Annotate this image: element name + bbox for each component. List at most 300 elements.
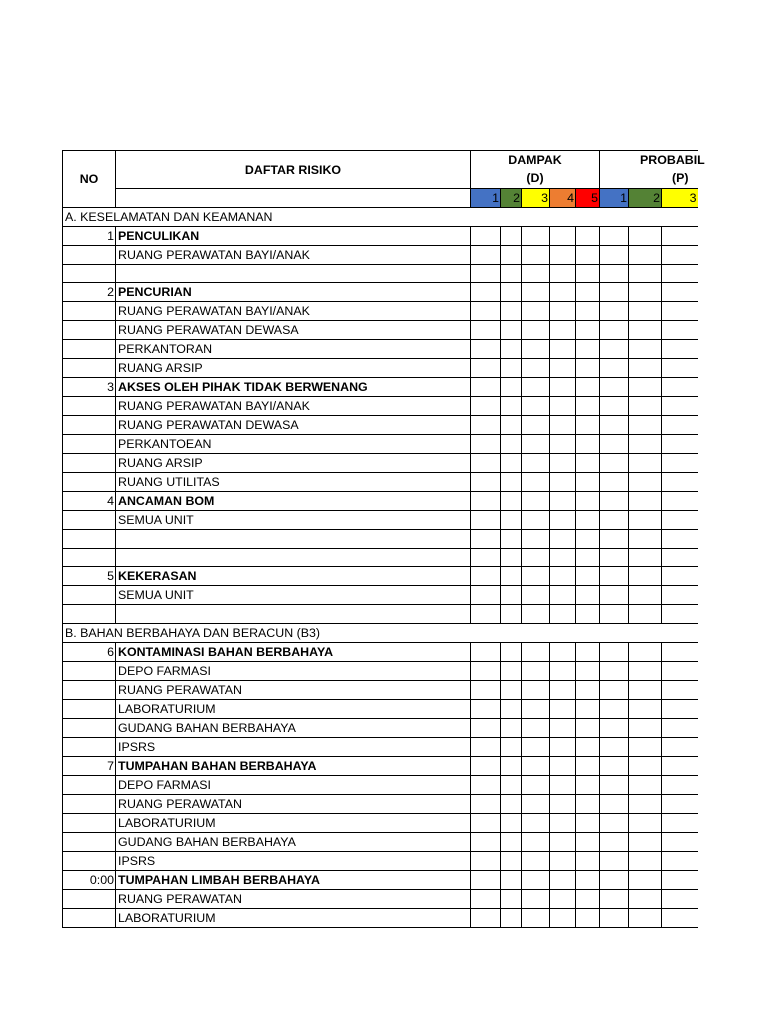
probability-cell-2[interactable] xyxy=(629,775,662,794)
impact-cell-1[interactable] xyxy=(471,756,501,775)
probability-cell-1[interactable] xyxy=(600,908,629,927)
impact-cell-2[interactable] xyxy=(501,416,522,435)
impact-cell-4[interactable] xyxy=(550,397,576,416)
impact-cell-4[interactable] xyxy=(550,511,576,530)
probability-cell-2[interactable] xyxy=(629,661,662,680)
impact-cell-1[interactable] xyxy=(471,813,501,832)
impact-cell-4[interactable] xyxy=(550,302,576,321)
probability-cell-1[interactable] xyxy=(600,605,629,623)
impact-cell-5[interactable] xyxy=(576,718,600,737)
probability-cell-2[interactable] xyxy=(629,454,662,473)
probability-cell-2[interactable] xyxy=(629,530,662,548)
impact-cell-1[interactable] xyxy=(471,680,501,699)
impact-cell-2[interactable] xyxy=(501,870,522,889)
probability-cell-3[interactable] xyxy=(662,283,698,302)
impact-cell-3[interactable] xyxy=(522,265,550,283)
impact-cell-3[interactable] xyxy=(522,283,550,302)
probability-cell-1[interactable] xyxy=(600,530,629,548)
impact-cell-4[interactable] xyxy=(550,492,576,511)
impact-cell-5[interactable] xyxy=(576,756,600,775)
probability-cell-3[interactable] xyxy=(662,454,698,473)
impact-cell-4[interactable] xyxy=(550,642,576,661)
probability-cell-3[interactable] xyxy=(662,511,698,530)
impact-cell-3[interactable] xyxy=(522,435,550,454)
probability-cell-2[interactable] xyxy=(629,283,662,302)
impact-cell-4[interactable] xyxy=(550,586,576,605)
probability-cell-1[interactable] xyxy=(600,775,629,794)
probability-cell-2[interactable] xyxy=(629,756,662,775)
impact-cell-5[interactable] xyxy=(576,492,600,511)
probability-cell-3[interactable] xyxy=(662,530,698,548)
impact-cell-5[interactable] xyxy=(576,775,600,794)
impact-cell-3[interactable] xyxy=(522,813,550,832)
impact-cell-2[interactable] xyxy=(501,832,522,851)
probability-cell-2[interactable] xyxy=(629,567,662,586)
probability-cell-1[interactable] xyxy=(600,642,629,661)
impact-cell-2[interactable] xyxy=(501,492,522,511)
impact-cell-2[interactable] xyxy=(501,851,522,870)
impact-cell-5[interactable] xyxy=(576,416,600,435)
probability-cell-2[interactable] xyxy=(629,492,662,511)
probability-cell-2[interactable] xyxy=(629,435,662,454)
probability-cell-3[interactable] xyxy=(662,473,698,492)
impact-cell-5[interactable] xyxy=(576,870,600,889)
probability-cell-2[interactable] xyxy=(629,359,662,378)
probability-cell-1[interactable] xyxy=(600,283,629,302)
probability-cell-2[interactable] xyxy=(629,265,662,283)
probability-cell-1[interactable] xyxy=(600,246,629,265)
impact-cell-3[interactable] xyxy=(522,473,550,492)
impact-cell-5[interactable] xyxy=(576,321,600,340)
impact-cell-2[interactable] xyxy=(501,775,522,794)
impact-cell-4[interactable] xyxy=(550,737,576,756)
impact-cell-5[interactable] xyxy=(576,586,600,605)
impact-cell-2[interactable] xyxy=(501,908,522,927)
impact-cell-3[interactable] xyxy=(522,492,550,511)
impact-cell-5[interactable] xyxy=(576,302,600,321)
probability-cell-2[interactable] xyxy=(629,851,662,870)
probability-cell-3[interactable] xyxy=(662,359,698,378)
impact-cell-1[interactable] xyxy=(471,302,501,321)
impact-cell-1[interactable] xyxy=(471,889,501,908)
impact-cell-4[interactable] xyxy=(550,340,576,359)
impact-cell-3[interactable] xyxy=(522,605,550,623)
impact-cell-3[interactable] xyxy=(522,397,550,416)
probability-cell-2[interactable] xyxy=(629,889,662,908)
impact-cell-2[interactable] xyxy=(501,302,522,321)
impact-cell-2[interactable] xyxy=(501,737,522,756)
impact-cell-2[interactable] xyxy=(501,567,522,586)
impact-cell-3[interactable] xyxy=(522,302,550,321)
impact-cell-1[interactable] xyxy=(471,265,501,283)
probability-cell-3[interactable] xyxy=(662,265,698,283)
probability-cell-2[interactable] xyxy=(629,870,662,889)
impact-cell-5[interactable] xyxy=(576,889,600,908)
probability-cell-2[interactable] xyxy=(629,340,662,359)
impact-cell-3[interactable] xyxy=(522,359,550,378)
impact-cell-1[interactable] xyxy=(471,567,501,586)
impact-cell-4[interactable] xyxy=(550,794,576,813)
impact-cell-4[interactable] xyxy=(550,775,576,794)
impact-cell-4[interactable] xyxy=(550,227,576,246)
probability-cell-1[interactable] xyxy=(600,227,629,246)
header-no xyxy=(63,151,116,208)
impact-cell-3[interactable] xyxy=(522,889,550,908)
impact-cell-1[interactable] xyxy=(471,737,501,756)
impact-cell-2[interactable] xyxy=(501,586,522,605)
probability-cell-3[interactable] xyxy=(662,832,698,851)
impact-cell-3[interactable] xyxy=(522,832,550,851)
impact-cell-5[interactable] xyxy=(576,699,600,718)
impact-cell-3[interactable] xyxy=(522,756,550,775)
impact-cell-1[interactable] xyxy=(471,870,501,889)
impact-cell-4[interactable] xyxy=(550,359,576,378)
impact-cell-3[interactable] xyxy=(522,851,550,870)
impact-cell-5[interactable] xyxy=(576,378,600,397)
impact-cell-2[interactable] xyxy=(501,548,522,566)
probability-cell-3[interactable] xyxy=(662,737,698,756)
impact-cell-2[interactable] xyxy=(501,680,522,699)
impact-cell-1[interactable] xyxy=(471,397,501,416)
probability-cell-1[interactable] xyxy=(600,851,629,870)
impact-cell-3[interactable] xyxy=(522,454,550,473)
impact-cell-5[interactable] xyxy=(576,680,600,699)
impact-cell-4[interactable] xyxy=(550,908,576,927)
risk-number xyxy=(63,473,116,492)
impact-cell-3[interactable] xyxy=(522,699,550,718)
impact-cell-2[interactable] xyxy=(501,321,522,340)
impact-cell-5[interactable] xyxy=(576,908,600,927)
probability-cell-3[interactable] xyxy=(662,227,698,246)
probability-cell-2[interactable] xyxy=(629,737,662,756)
impact-cell-1[interactable] xyxy=(471,832,501,851)
probability-cell-3[interactable] xyxy=(662,908,698,927)
probability-cell-2[interactable] xyxy=(629,680,662,699)
probability-cell-3[interactable] xyxy=(662,680,698,699)
probability-cell-1[interactable] xyxy=(600,397,629,416)
impact-cell-3[interactable] xyxy=(522,548,550,566)
impact-cell-3[interactable] xyxy=(522,416,550,435)
probability-cell-1[interactable] xyxy=(600,794,629,813)
impact-cell-4[interactable] xyxy=(550,661,576,680)
impact-cell-1[interactable] xyxy=(471,492,501,511)
probability-cell-2[interactable] xyxy=(629,718,662,737)
probability-cell-1[interactable] xyxy=(600,302,629,321)
impact-cell-3[interactable] xyxy=(522,908,550,927)
impact-cell-1[interactable] xyxy=(471,511,501,530)
probability-cell-2[interactable] xyxy=(629,246,662,265)
probability-cell-3[interactable] xyxy=(662,567,698,586)
impact-cell-4[interactable] xyxy=(550,473,576,492)
impact-cell-4[interactable] xyxy=(550,548,576,566)
impact-cell-2[interactable] xyxy=(501,530,522,548)
impact-cell-5[interactable] xyxy=(576,265,600,283)
impact-cell-1[interactable] xyxy=(471,227,501,246)
probability-cell-2[interactable] xyxy=(629,302,662,321)
impact-cell-3[interactable] xyxy=(522,586,550,605)
impact-cell-5[interactable] xyxy=(576,511,600,530)
probability-cell-1[interactable] xyxy=(600,699,629,718)
probability-cell-3[interactable] xyxy=(662,435,698,454)
impact-cell-5[interactable] xyxy=(576,737,600,756)
probability-cell-2[interactable] xyxy=(629,908,662,927)
probability-cell-1[interactable] xyxy=(600,548,629,566)
impact-cell-4[interactable] xyxy=(550,851,576,870)
impact-cell-4[interactable] xyxy=(550,321,576,340)
impact-cell-2[interactable] xyxy=(501,605,522,623)
probability-cell-2[interactable] xyxy=(629,321,662,340)
probability-cell-3[interactable] xyxy=(662,642,698,661)
impact-cell-2[interactable] xyxy=(501,718,522,737)
impact-cell-5[interactable] xyxy=(576,530,600,548)
impact-cell-2[interactable] xyxy=(501,397,522,416)
risk-register-sheet xyxy=(62,150,768,946)
impact-cell-3[interactable] xyxy=(522,378,550,397)
probability-cell-1[interactable] xyxy=(600,832,629,851)
impact-cell-5[interactable] xyxy=(576,661,600,680)
impact-cell-4[interactable] xyxy=(550,416,576,435)
impact-cell-2[interactable] xyxy=(501,642,522,661)
probability-cell-2[interactable] xyxy=(629,832,662,851)
impact-cell-5[interactable] xyxy=(576,397,600,416)
impact-cell-5[interactable] xyxy=(576,794,600,813)
impact-cell-3[interactable] xyxy=(522,321,550,340)
impact-cell-1[interactable] xyxy=(471,416,501,435)
impact-cell-4[interactable] xyxy=(550,718,576,737)
probability-cell-3[interactable] xyxy=(662,870,698,889)
probability-cell-3[interactable] xyxy=(662,340,698,359)
probability-cell-1[interactable] xyxy=(600,661,629,680)
impact-cell-5[interactable] xyxy=(576,359,600,378)
probability-cell-3[interactable] xyxy=(662,548,698,566)
impact-cell-2[interactable] xyxy=(501,473,522,492)
probability-cell-1[interactable] xyxy=(600,378,629,397)
impact-cell-2[interactable] xyxy=(501,454,522,473)
impact-cell-1[interactable] xyxy=(471,359,501,378)
impact-cell-1[interactable] xyxy=(471,548,501,566)
probability-cell-1[interactable] xyxy=(600,454,629,473)
impact-cell-1[interactable] xyxy=(471,321,501,340)
impact-cell-4[interactable] xyxy=(550,605,576,623)
impact-cell-3[interactable] xyxy=(522,567,550,586)
probability-cell-3[interactable] xyxy=(662,302,698,321)
impact-cell-2[interactable] xyxy=(501,227,522,246)
impact-cell-4[interactable] xyxy=(550,813,576,832)
impact-cell-2[interactable] xyxy=(501,378,522,397)
section-b-spacer xyxy=(471,623,698,642)
probability-cell-1[interactable] xyxy=(600,473,629,492)
probability-cell-1[interactable] xyxy=(600,340,629,359)
impact-cell-2[interactable] xyxy=(501,511,522,530)
impact-cell-3[interactable] xyxy=(522,511,550,530)
impact-cell-4[interactable] xyxy=(550,283,576,302)
impact-cell-1[interactable] xyxy=(471,340,501,359)
impact-cell-2[interactable] xyxy=(501,794,522,813)
impact-cell-1[interactable] xyxy=(471,283,501,302)
probability-cell-3[interactable] xyxy=(662,889,698,908)
risk-detail-row xyxy=(63,680,698,699)
impact-cell-5[interactable] xyxy=(576,605,600,623)
impact-cell-4[interactable] xyxy=(550,246,576,265)
impact-cell-3[interactable] xyxy=(522,718,550,737)
probability-cell-1[interactable] xyxy=(600,813,629,832)
probability-cell-3[interactable] xyxy=(662,718,698,737)
impact-cell-1[interactable] xyxy=(471,378,501,397)
probability-cell-3[interactable] xyxy=(662,756,698,775)
probability-cell-3[interactable] xyxy=(662,492,698,511)
impact-cell-3[interactable] xyxy=(522,227,550,246)
impact-cell-2[interactable] xyxy=(501,756,522,775)
probability-cell-3[interactable] xyxy=(662,416,698,435)
probability-cell-2[interactable] xyxy=(629,813,662,832)
impact-cell-1[interactable] xyxy=(471,699,501,718)
impact-cell-3[interactable] xyxy=(522,794,550,813)
probability-cell-3[interactable] xyxy=(662,605,698,623)
impact-cell-1[interactable] xyxy=(471,473,501,492)
impact-cell-5[interactable] xyxy=(576,473,600,492)
probability-cell-3[interactable] xyxy=(662,246,698,265)
probability-cell-1[interactable] xyxy=(600,737,629,756)
probability-cell-3[interactable] xyxy=(662,775,698,794)
impact-cell-2[interactable] xyxy=(501,265,522,283)
risk-location: RUANG PERAWATAN BAYI/ANAK xyxy=(116,246,471,265)
probability-cell-1[interactable] xyxy=(600,889,629,908)
impact-cell-1[interactable] xyxy=(471,642,501,661)
probability-cell-3[interactable] xyxy=(662,378,698,397)
probability-cell-1[interactable] xyxy=(600,756,629,775)
impact-cell-1[interactable] xyxy=(471,794,501,813)
probability-cell-1[interactable] xyxy=(600,586,629,605)
risk-number xyxy=(63,851,116,870)
probability-cell-2[interactable] xyxy=(629,473,662,492)
impact-cell-4[interactable] xyxy=(550,699,576,718)
probability-cell-3[interactable] xyxy=(662,699,698,718)
impact-cell-2[interactable] xyxy=(501,813,522,832)
impact-cell-3[interactable] xyxy=(522,680,550,699)
probability-cell-1[interactable] xyxy=(600,680,629,699)
impact-cell-4[interactable] xyxy=(550,756,576,775)
probability-cell-2[interactable] xyxy=(629,642,662,661)
impact-cell-5[interactable] xyxy=(576,246,600,265)
probability-cell-3[interactable] xyxy=(662,661,698,680)
impact-cell-3[interactable] xyxy=(522,737,550,756)
impact-cell-1[interactable] xyxy=(471,908,501,927)
impact-cell-3[interactable] xyxy=(522,340,550,359)
impact-cell-2[interactable] xyxy=(501,699,522,718)
probability-cell-2[interactable] xyxy=(629,511,662,530)
impact-cell-5[interactable] xyxy=(576,454,600,473)
probability-cell-2[interactable] xyxy=(629,586,662,605)
risk-detail-row xyxy=(63,737,698,756)
probability-cell-2[interactable] xyxy=(629,605,662,623)
probability-cell-3[interactable] xyxy=(662,397,698,416)
probability-cell-1[interactable] xyxy=(600,321,629,340)
probability-cell-3[interactable] xyxy=(662,813,698,832)
risk-number: 6 xyxy=(63,642,116,661)
impact-cell-4[interactable] xyxy=(550,567,576,586)
probability-cell-3[interactable] xyxy=(662,321,698,340)
impact-cell-1[interactable] xyxy=(471,246,501,265)
impact-cell-2[interactable] xyxy=(501,246,522,265)
probability-cell-1[interactable] xyxy=(600,435,629,454)
probability-cell-1[interactable] xyxy=(600,492,629,511)
risk-number xyxy=(63,321,116,340)
impact-cell-1[interactable] xyxy=(471,530,501,548)
probability-cell-1[interactable] xyxy=(600,359,629,378)
probability-cell-3[interactable] xyxy=(662,794,698,813)
section-b-row xyxy=(63,623,698,642)
impact-cell-4[interactable] xyxy=(550,378,576,397)
impact-cell-1[interactable] xyxy=(471,454,501,473)
impact-cell-5[interactable] xyxy=(576,283,600,302)
probability-cell-2[interactable] xyxy=(629,416,662,435)
impact-cell-4[interactable] xyxy=(550,454,576,473)
probability-cell-1[interactable] xyxy=(600,567,629,586)
impact-cell-1[interactable] xyxy=(471,851,501,870)
probability-cell-2[interactable] xyxy=(629,794,662,813)
impact-cell-2[interactable] xyxy=(501,283,522,302)
impact-cell-3[interactable] xyxy=(522,530,550,548)
impact-cell-1[interactable] xyxy=(471,586,501,605)
impact-cell-4[interactable] xyxy=(550,832,576,851)
impact-cell-3[interactable] xyxy=(522,870,550,889)
impact-cell-4[interactable] xyxy=(550,530,576,548)
impact-cell-5[interactable] xyxy=(576,340,600,359)
impact-cell-2[interactable] xyxy=(501,661,522,680)
impact-cell-4[interactable] xyxy=(550,870,576,889)
impact-cell-5[interactable] xyxy=(576,548,600,566)
impact-cell-5[interactable] xyxy=(576,567,600,586)
impact-cell-2[interactable] xyxy=(501,435,522,454)
probability-cell-3[interactable] xyxy=(662,586,698,605)
probability-cell-1[interactable] xyxy=(600,265,629,283)
probability-cell-2[interactable] xyxy=(629,548,662,566)
impact-cell-1[interactable] xyxy=(471,605,501,623)
probability-cell-2[interactable] xyxy=(629,397,662,416)
impact-cell-5[interactable] xyxy=(576,813,600,832)
probability-cell-2[interactable] xyxy=(629,699,662,718)
probability-cell-1[interactable] xyxy=(600,718,629,737)
impact-cell-1[interactable] xyxy=(471,435,501,454)
impact-cell-4[interactable] xyxy=(550,889,576,908)
probability-cell-1[interactable] xyxy=(600,870,629,889)
impact-cell-2[interactable] xyxy=(501,359,522,378)
probability-cell-2[interactable] xyxy=(629,227,662,246)
probability-cell-1[interactable] xyxy=(600,511,629,530)
impact-cell-4[interactable] xyxy=(550,435,576,454)
impact-cell-3[interactable] xyxy=(522,642,550,661)
impact-cell-2[interactable] xyxy=(501,889,522,908)
impact-cell-1[interactable] xyxy=(471,661,501,680)
impact-cell-3[interactable] xyxy=(522,246,550,265)
impact-cell-5[interactable] xyxy=(576,642,600,661)
impact-cell-4[interactable] xyxy=(550,680,576,699)
header-impact-label: DAMPAK xyxy=(508,153,562,167)
probability-cell-2[interactable] xyxy=(629,378,662,397)
impact-cell-5[interactable] xyxy=(576,227,600,246)
impact-cell-3[interactable] xyxy=(522,775,550,794)
probability-cell-3[interactable] xyxy=(662,851,698,870)
impact-cell-5[interactable] xyxy=(576,435,600,454)
impact-cell-3[interactable] xyxy=(522,661,550,680)
probability-cell-1[interactable] xyxy=(600,416,629,435)
impact-cell-4[interactable] xyxy=(550,265,576,283)
impact-cell-2[interactable] xyxy=(501,340,522,359)
impact-cell-5[interactable] xyxy=(576,851,600,870)
impact-cell-1[interactable] xyxy=(471,718,501,737)
impact-cell-1[interactable] xyxy=(471,775,501,794)
impact-cell-5[interactable] xyxy=(576,832,600,851)
